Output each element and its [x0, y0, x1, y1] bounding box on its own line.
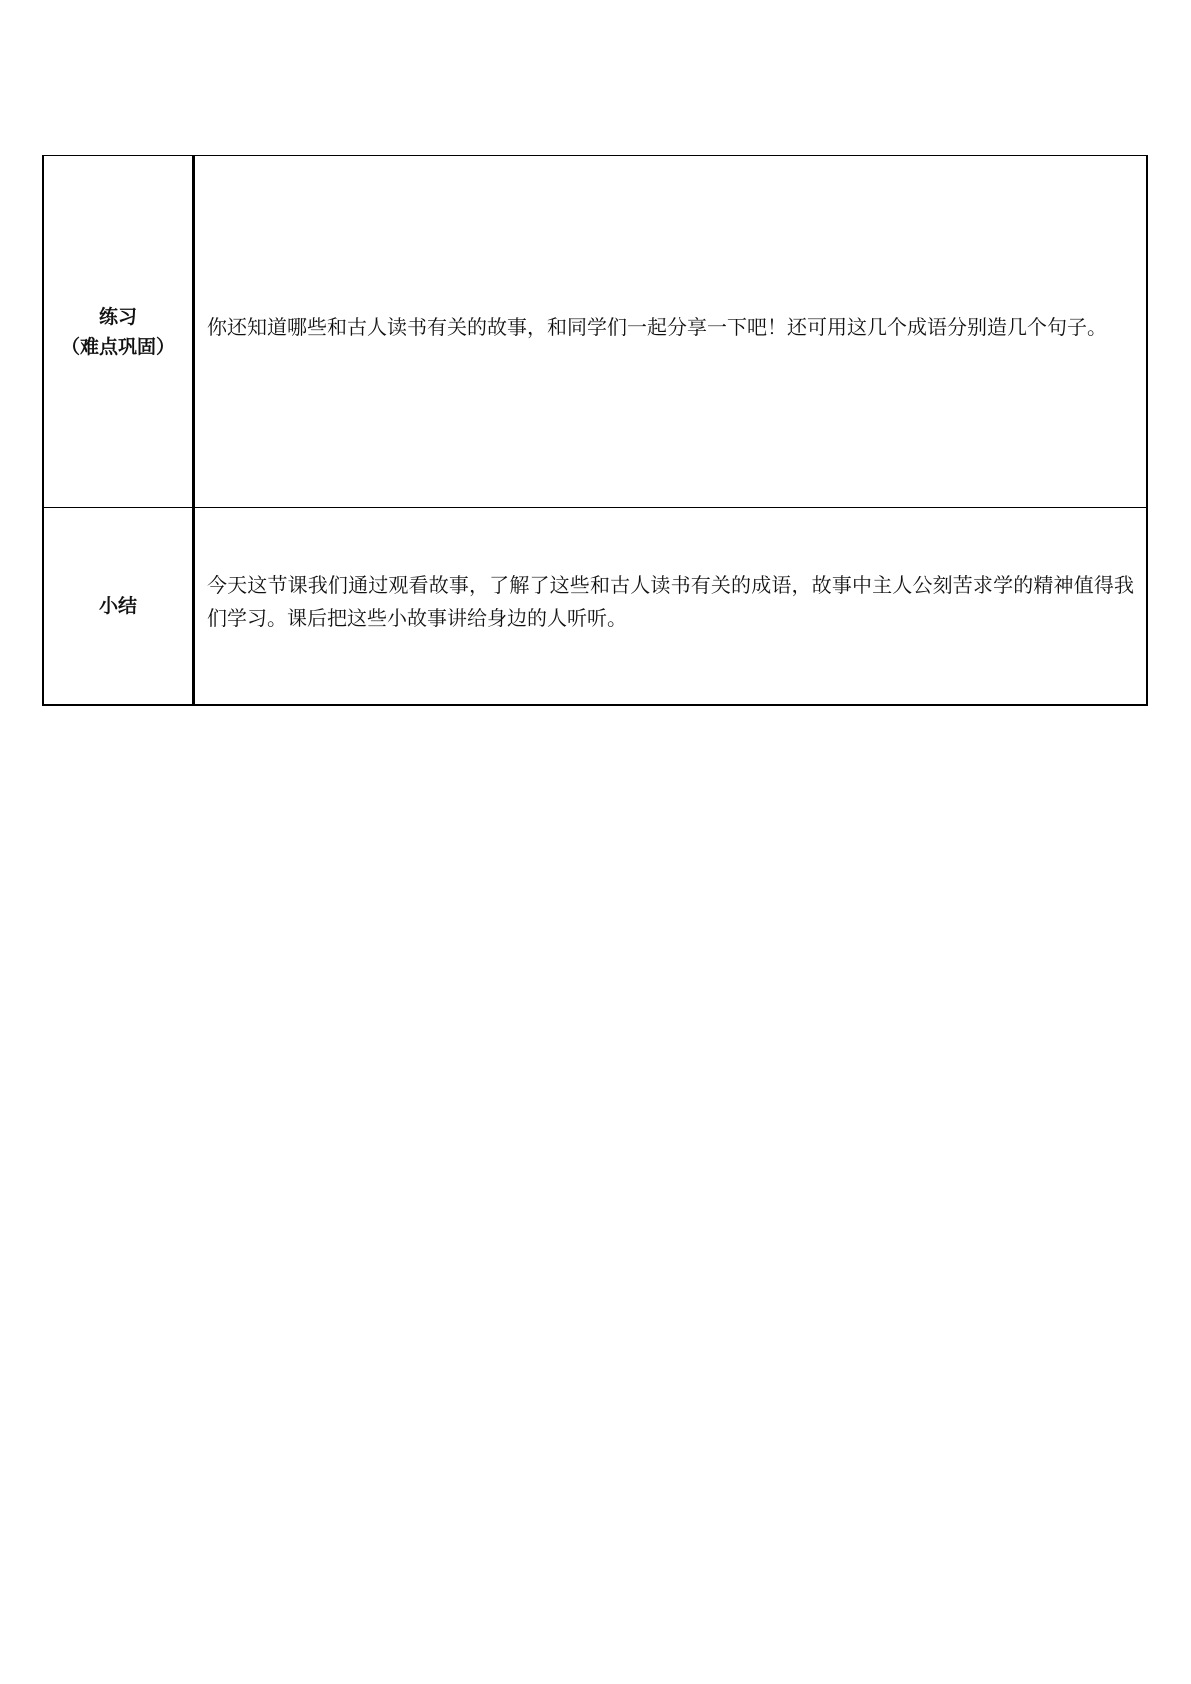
practice-content-text: 你还知道哪些和古人读书有关的故事，和同学们一起分享一下吧！还可用这几个成语分别造几个句子。	[207, 315, 1107, 339]
row-label-cell	[43, 156, 194, 508]
row-label-title: 练习	[98, 305, 137, 328]
row-label-title: 小结	[98, 595, 137, 617]
table-row-practice	[43, 156, 1147, 508]
row-label-cell	[43, 508, 194, 706]
lesson-plan-table	[42, 155, 1148, 706]
summary-content-text: 今天这节课我们通过观看故事，了解了这些和古人读书有关的成语，故事中主人公刻苦求学的精神值得我们学习。课后把这些小故事讲给身边的人听听。	[207, 573, 1134, 630]
row-content-cell	[194, 508, 1148, 706]
table-row-summary	[43, 508, 1147, 706]
row-label-subtitle: （难点巩固）	[60, 335, 175, 358]
row-content-cell	[194, 156, 1148, 508]
